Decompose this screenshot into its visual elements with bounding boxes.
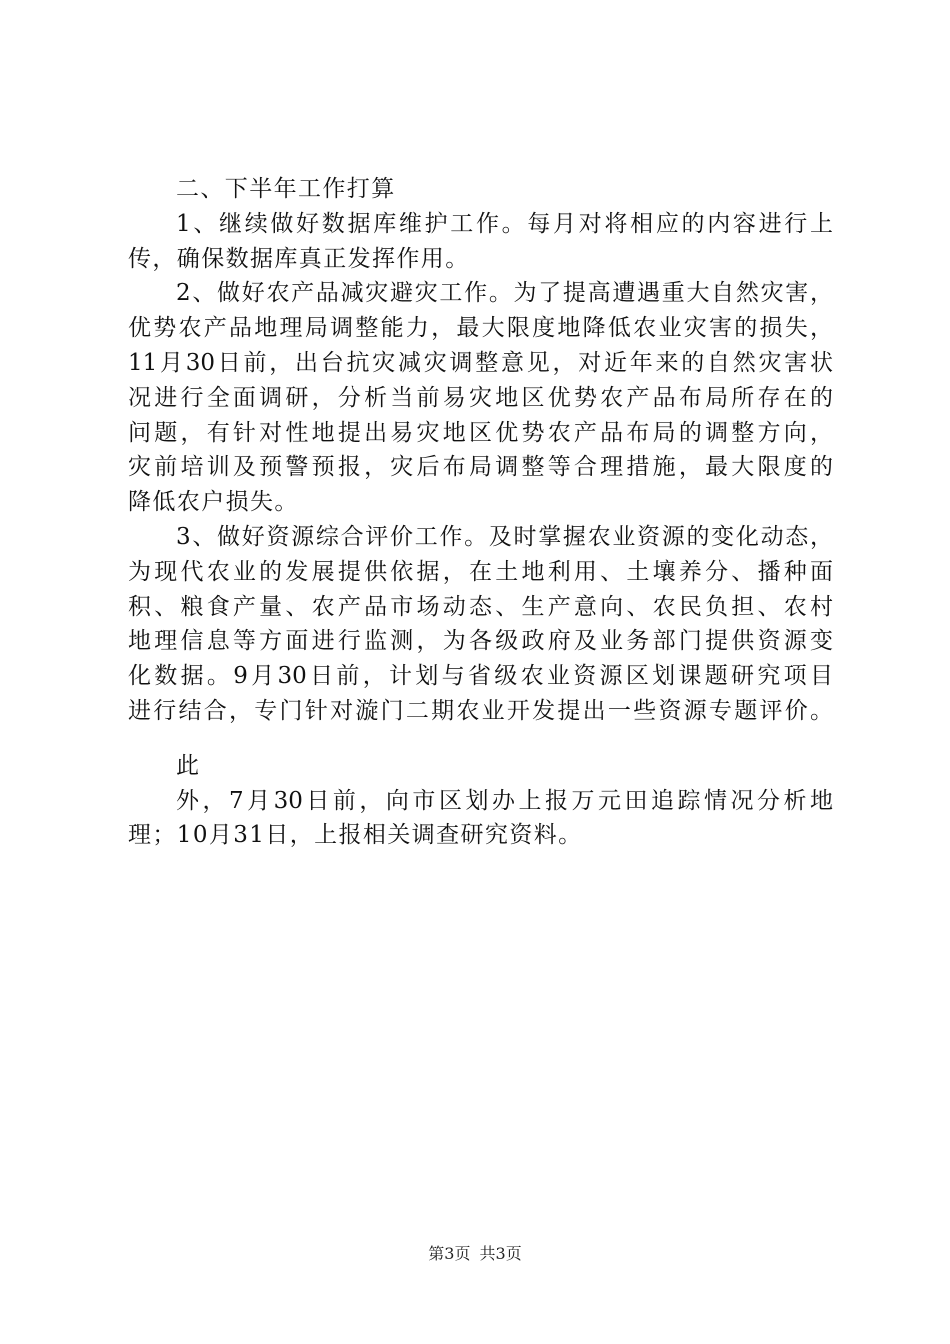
- paragraph-line: 传，确保数据库真正发挥作用。: [128, 245, 470, 272]
- paragraph-line: 为现代农业的发展提供依据，在土地利用、土壤养分、播种面: [128, 558, 833, 585]
- paragraph-line: 11月30日前，出台抗灾减灾调整意见，对近年来的自然灾害状: [128, 349, 833, 376]
- paragraph-line: 化数据。9月30日前，计划与省级农业资源区划课题研究项目: [128, 663, 833, 690]
- paragraph-line: 灾前培训及预警预报，灾后布局调整等合理措施，最大限度的: [128, 454, 833, 481]
- paragraph-line: 理；10月31日，上报相关调查研究资料。: [128, 822, 583, 849]
- paragraph-line: 地理信息等方面进行监测，为各级政府及业务部门提供资源变: [128, 628, 833, 655]
- page-footer: [0, 1243, 950, 1265]
- paragraph-line: 此: [176, 752, 201, 779]
- paragraph-line: 外，7月30日前，向市区划办上报万元田追踪情况分析地: [176, 787, 833, 814]
- paragraph-line: 积、粮食产量、农产品市场动态、生产意向、农民负担、农村: [128, 593, 833, 620]
- paragraph-line: 2、做好农产品减灾避灾工作。为了提高遭遇重大自然灾害，: [176, 280, 833, 307]
- paragraph-line: 况进行全面调研，分析当前易灾地区优势农产品布局所存在的: [128, 384, 833, 411]
- page-total: 共3页: [479, 1244, 522, 1263]
- paragraph-line: 问题，有针对性地提出易灾地区优势农产品布局的调整方向，: [128, 419, 833, 446]
- paragraph-line: 3、做好资源综合评价工作。及时掌握农业资源的变化动态，: [176, 523, 833, 550]
- paragraph-line: 优势农产品地理局调整能力，最大限度地降低农业灾害的损失，: [128, 315, 833, 342]
- document-body: [128, 172, 833, 853]
- page-number: 第3页: [428, 1244, 471, 1263]
- paragraph-gap: [128, 729, 833, 749]
- paragraph-line: 1、继续做好数据库维护工作。每月对将相应的内容进行上: [176, 210, 833, 237]
- paragraph-line: 进行结合，专门针对漩门二期农业开发提出一些资源专题评价。: [128, 697, 833, 724]
- paragraph-line: 降低农户损失。: [128, 489, 299, 516]
- section-heading: 二、下半年工作打算: [176, 176, 396, 202]
